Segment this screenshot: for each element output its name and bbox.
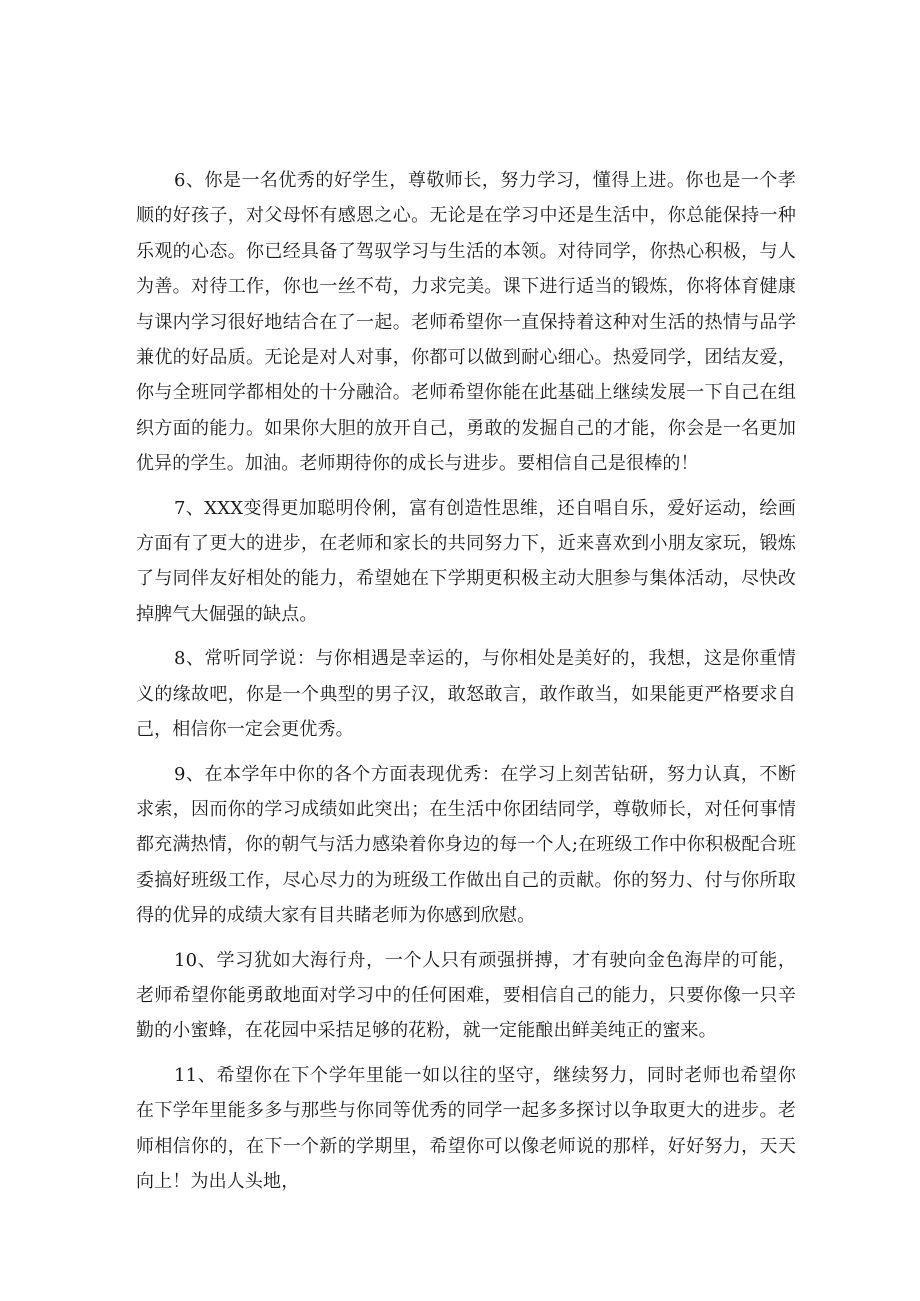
paragraph-6: 6、你是一名优秀的好学生，尊敬师长，努力学习，懂得上进。你也是一个孝顺的好孩子，对父母怀有感恩之心。无论是在学习中还是生活中，你总能保持一种乐观的心态。你已经具备了驾驭学习与生活的本领。对待同学，你热心积极，与人为善。对待工作，你也一丝不苟，力求完美。课下进行适当的锻炼，你将体育健康与课内学习很好地结合在了一起。老师希望你一直保持着这种对生活的热情与品学兼优的好品质。无论是对人对事，你都可以做到耐心细心。热爱同学，团结友爱，你与全班同学都相处的十分融洽。老师希望你能在此基础上继续发展一下自己在组织方面的能力。如果你大胆的放开自己，勇敢的发掘自己的才能，你会是一名更加优异的学生。加油。老师期待你的成长与进步。要相信自己是很棒的！	[136, 170, 796, 475]
paragraph-9: 9、在本学年中你的各个方面表现优秀：在学习上刻苦钻研，努力认真，不断求索，因而你的学习成绩如此突出；在生活中你团结同学，尊敬师长，对任何事情都充满热情，你的朝气与活力感染着你身边的每一个人;在班级工作中你积极配合班委搞好班级工作，尽心尽力的为班级工作做出自己的贡献。你的努力、付与你所取得的优异的成绩大家有目共睹老师为你感到欣慰。	[136, 763, 796, 927]
document-body	[136, 163, 796, 1208]
paragraph-8: 8、常听同学说：与你相遇是幸运的，与你相处是美好的，我想，这是你重情义的缘故吧，你是一个典型的男子汉，敢怒敢言，敢作敢当，如果能更严格要求自己，相信你一定会更优秀。	[136, 648, 796, 741]
paragraph-11: 11、希望你在下个学年里能一如以往的坚守，继续努力，同时老师也希望你在下学年里能多多与那些与你同等优秀的同学一起多多探讨以争取更大的进步。老师相信你的，在下一个新的学期里，希望你可以像老师说的那样，好好努力，天天向上！为出人头地，	[136, 1064, 796, 1192]
paragraph-10: 10、学习犹如大海行舟，一个人只有顽强拼搏，才有驶向金色海岸的可能，老师希望你能勇敢地面对学习中的任何困难，要相信自己的能力，只要你像一只辛勤的小蜜蜂，在花园中采拮足够的花粉，就一定能酿出鲜美纯正的蜜来。	[136, 949, 796, 1042]
paragraph-7: 7、XXX变得更加聪明伶俐，富有创造性思维，还自唱自乐，爱好运动，绘画方面有了更大的进步，在老师和家长的共同努力下，近来喜欢到小朋友家玩，锻炼了与同伴友好相处的能力，希望她在下学期更积极主动大胆参与集体活动，尽快改掉脾气大倔强的缺点。	[136, 497, 796, 625]
